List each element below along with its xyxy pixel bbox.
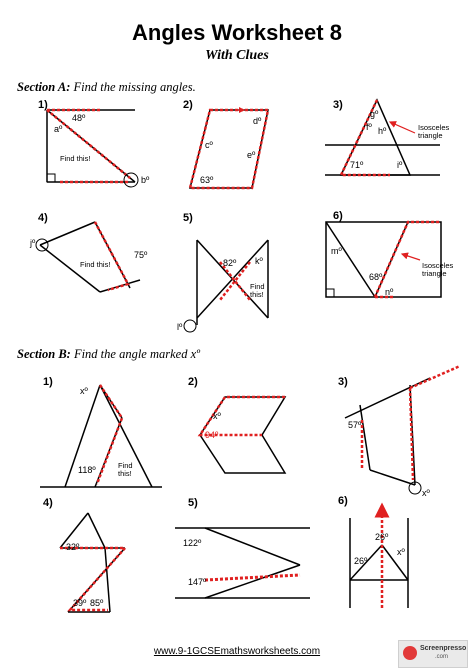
a3-angle-h: hº <box>378 126 387 136</box>
a6-clue: Isosceles triangle <box>422 261 454 278</box>
a2-angle-63: 63º <box>200 175 214 185</box>
a1-clue: Find this! <box>60 154 91 163</box>
question-b2-number: 2) <box>188 376 198 388</box>
question-b5-number: 5) <box>188 497 198 509</box>
b4-angle-32: 32º <box>66 542 80 552</box>
b6-angle-26-left: 26º <box>354 556 368 566</box>
a5-clue: Find this! <box>250 282 265 299</box>
b5-angle-122: 122º <box>183 538 202 548</box>
question-a6-number: 6) <box>333 210 343 222</box>
b1-angle-118: 118º <box>78 465 96 475</box>
question-b3-number: 3) <box>338 376 348 388</box>
question-a1-number: 1) <box>38 99 48 111</box>
section-a-instruction: Find the missing angles. <box>73 80 196 94</box>
watermark-line1: Screenpresso <box>420 645 467 652</box>
a4-angle-75: 75º <box>134 250 148 260</box>
section-b-label: Section B: <box>17 347 71 361</box>
a3-angle-71: 71º <box>350 160 364 170</box>
b4-angle-39: 39º <box>73 598 87 608</box>
diagram-a6 <box>326 222 441 297</box>
b5-angle-147: 147º <box>188 577 207 587</box>
a3-angle-g: gº <box>370 109 379 119</box>
a6-angle-n: nº <box>385 287 394 297</box>
a3-angle-i: iº <box>397 160 403 170</box>
a3-angle-f: fº <box>366 122 372 132</box>
a2-angle-c: cº <box>205 140 213 150</box>
b6-angle-x: xº <box>397 547 405 557</box>
b2-angle-94: 94º <box>205 430 219 440</box>
a2-angle-e: eº <box>247 150 256 160</box>
b1-angle-x: xº <box>80 386 88 396</box>
worksheet-title: Angles Worksheet 8 <box>132 20 342 45</box>
a1-angle-b: bº <box>141 175 150 185</box>
section-b-instruction: Find the angle marked xº <box>73 347 201 361</box>
section-a-label: Section A: <box>17 80 71 94</box>
b3-angle-x: xº <box>422 488 430 498</box>
question-b4-number: 4) <box>43 497 53 509</box>
b6-angle-26-top: 26º <box>375 532 389 542</box>
b3-angle-57: 57º <box>348 420 362 430</box>
question-a3-number: 3) <box>333 99 343 111</box>
a5-angle-82: 82º <box>223 258 237 268</box>
a5-angle-k: kº <box>255 256 263 266</box>
b2-angle-x: xº <box>213 411 221 421</box>
screenpresso-logo-icon <box>403 646 417 660</box>
a5-angle-l: lº <box>177 322 183 332</box>
question-a5-number: 5) <box>183 212 193 224</box>
a6-angle-68: 68º <box>369 272 383 282</box>
b4-angle-85: 85º <box>90 598 104 608</box>
watermark-line2: .com <box>435 654 449 660</box>
a4-clue: Find this! <box>80 260 111 269</box>
question-b6-number: 6) <box>338 495 348 507</box>
a1-angle-48: 48º <box>72 113 86 123</box>
question-a2-number: 2) <box>183 99 193 111</box>
diagram-b3 <box>345 366 460 494</box>
footer-url[interactable]: www.9-1GCSEmathsworksheets.com <box>153 646 321 657</box>
a4-angle-j: jº <box>30 238 36 248</box>
diagram-a4 <box>36 222 140 292</box>
diagram-a1 <box>47 110 138 187</box>
question-b1-number: 1) <box>43 376 53 388</box>
b1-clue: Find this! <box>118 461 133 478</box>
question-a4-number: 4) <box>38 212 48 224</box>
a3-clue: Isosceles triangle <box>418 123 450 140</box>
screenpresso-watermark <box>398 640 468 668</box>
a6-angle-m: mº <box>331 246 342 256</box>
a2-angle-d: dº <box>253 116 262 126</box>
worksheet-subtitle: With Clues <box>205 48 269 63</box>
a1-angle-a: aº <box>54 124 63 134</box>
